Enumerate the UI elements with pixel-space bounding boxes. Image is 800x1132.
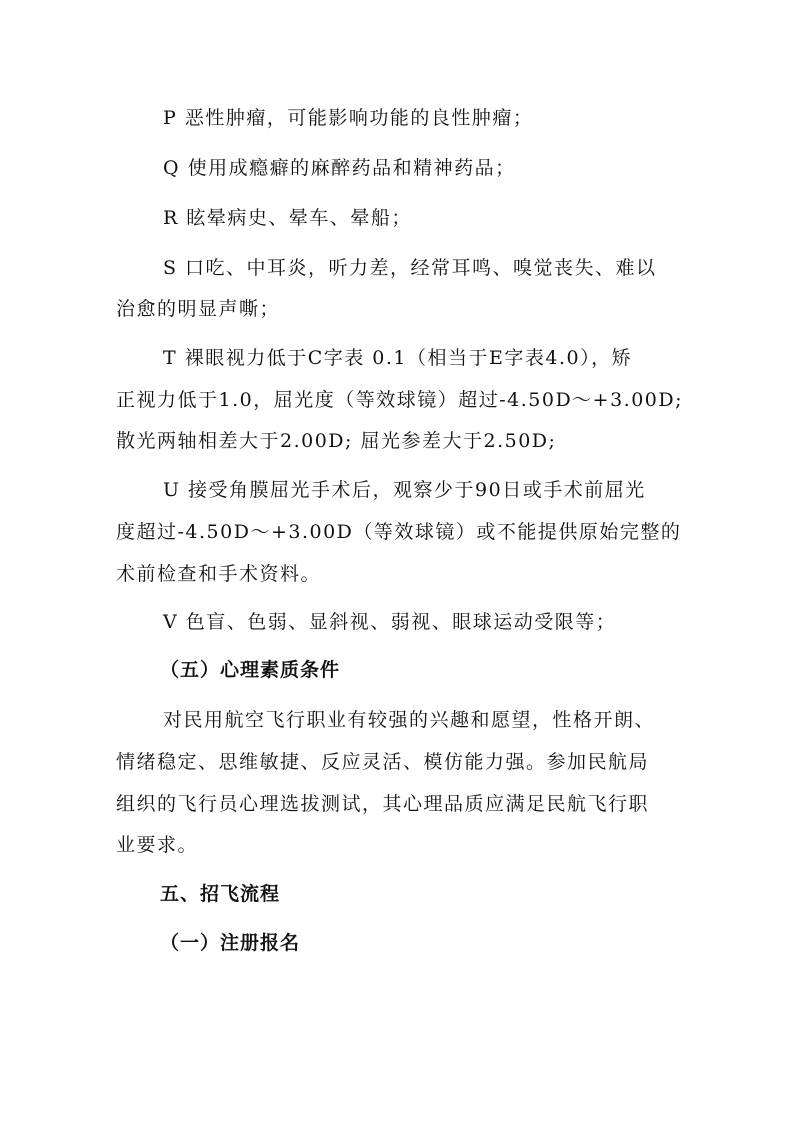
psychology-line1: 对民用航空飞行职业有较强的兴趣和愿望，性格开朗、 (163, 709, 656, 731)
section-heading-psychology: （五）心理素质条件 (160, 659, 341, 681)
item-t-line2: 正视力低于1.0，屈光度（等效球镜）超过-4.50D～+3.00D; (116, 389, 684, 411)
item-t-line1: T 裸眼视力低于C字表 0.1（相当于E字表4.0），矫 (163, 347, 633, 369)
item-u-line3: 术前检查和手术资料。 (116, 563, 322, 585)
item-p: P 恶性肿瘤，可能影响功能的良性肿瘤； (163, 107, 534, 129)
psychology-line3: 组织的飞行员心理选拔测试，其心理品质应满足民航飞行职 (116, 793, 650, 815)
item-s-line2: 治愈的明显声嘶； (116, 298, 281, 320)
psychology-line4: 业要求。 (116, 834, 199, 856)
item-u-line1: U 接受角膜屈光手术后，观察少于90日或手术前屈光 (163, 479, 646, 501)
item-s-line1: S 口吃、中耳炎，听力差，经常耳鸣、嗅觉丧失、难以 (163, 257, 657, 279)
item-r: R 眩晕病史、晕车、晕船； (163, 207, 412, 229)
item-u-line2: 度超过-4.50D～+3.00D（等效球镜）或不能提供原始完整的 (116, 521, 682, 543)
section-heading-registration: （一）注册报名 (160, 932, 301, 954)
psychology-line2: 情绪稳定、思维敏捷、反应灵活、模仿能力强。参加民航局 (116, 751, 650, 773)
item-t-line3: 散光两轴相差大于2.00D; 屈光参差大于2.50D; (116, 430, 557, 452)
item-q: Q 使用成瘾癖的麻醉药品和精神药品； (163, 157, 516, 179)
item-v: V 色盲、色弱、显斜视、弱视、眼球运动受限等； (163, 611, 617, 633)
chapter-heading-process: 五、招飞流程 (160, 883, 281, 905)
